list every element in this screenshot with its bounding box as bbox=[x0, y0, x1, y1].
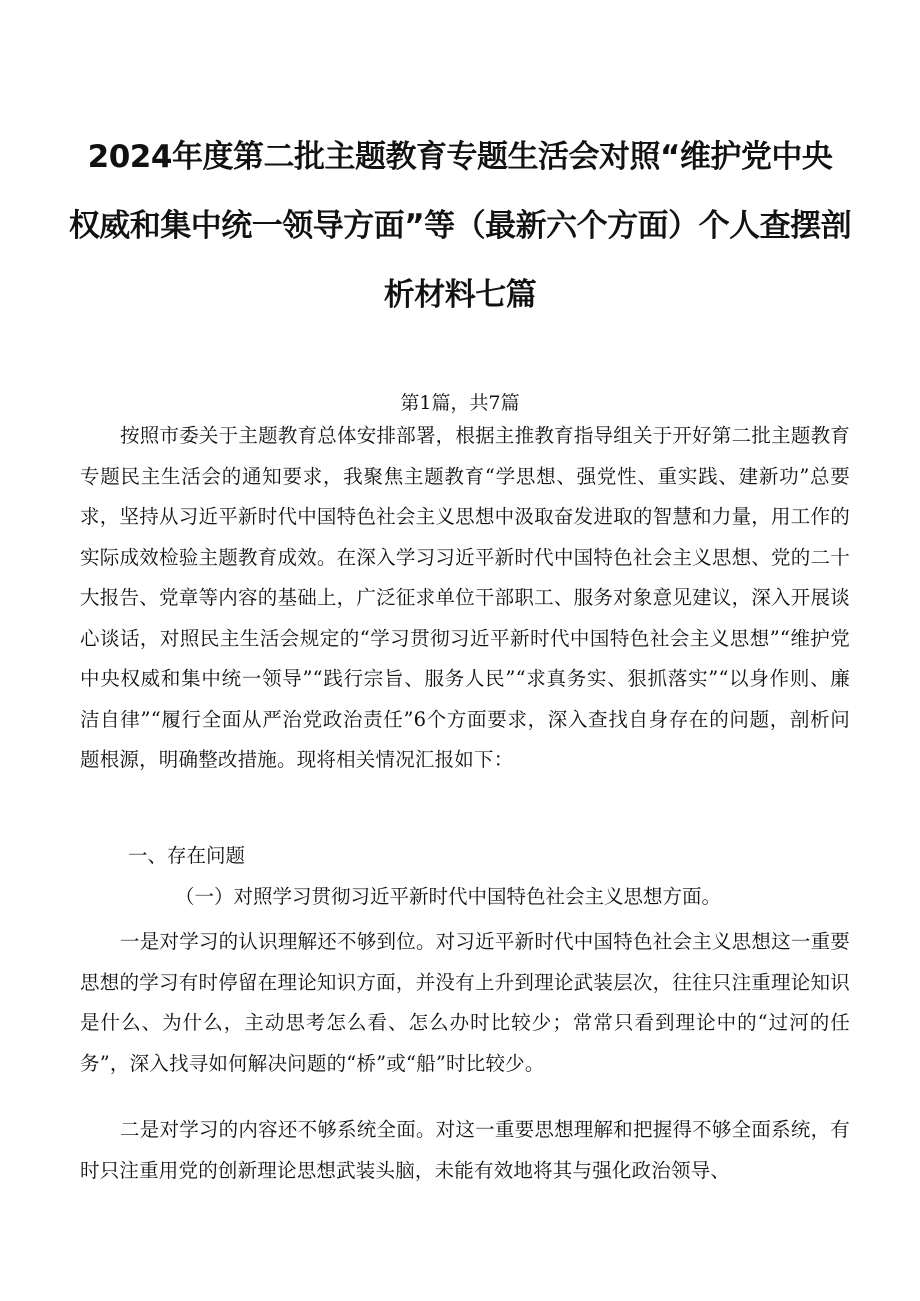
point-two-paragraph: 二是对学习的内容还不够系统全面。对这一重要思想理解和把握得不够全面系统，有时只注重用党的创新理论思想武装头脑，未能有效地将其与强化政治领导、 bbox=[80, 1118, 850, 1182]
document-title bbox=[60, 123, 860, 330]
subsection-heading: （一）对照学习贯彻习近平新时代中国特色社会主义思想方面。 bbox=[175, 885, 722, 908]
document-subtitle: 第1篇，共7篇 bbox=[400, 392, 520, 414]
intro-paragraph: 按照市委关于主题教育总体安排部署，根据主推教育指导组关于开好第二批主题教育专题民主生活会的通知要求，我聚焦主题教育“学思想、强党性、重实践、建新功”总要求，坚持从习近平新时代中国特色社会主义思想中汲取奋发进取的智慧和力量，用工作的实际成效检验主题教育成效。在深入学习习近平新时代中国特色社会主义思想、党的二十大报告、党章等内容的基础上，广泛征求单位干部职工、服务对象意见建议，深入开展谈心谈话，对照民主生活会规定的“学习贯彻习近平新时代中国特色社会主义思想”“维护党中央权威和集中统一领导”“践行宗旨、服务人民”“求真务实、狠抓落实”“以身作则、廉洁自律”“履行全面从严治党政治责任”6个方面要求，深入查找自身存在的问题，剖析问题根源，明确整改措施。现将相关情况汇报如下： bbox=[80, 424, 850, 771]
title-line-2: 权威和集中统一领导方面”等（最新六个方面）个人查摆剖 bbox=[68, 208, 852, 244]
title-line-1: 2024年度第二批主题教育专题生活会对照“维护党中央 bbox=[87, 139, 833, 175]
point-one-paragraph: 一是对学习的认识理解还不够到位。对习近平新时代中国特色社会主义思想这一重要思想的学习有时停留在理论知识方面，并没有上升到理论武装层次，往往只注重理论知识是什么、为什么，主动思考怎么看、怎么办时比较少；常常只看到理论中的“过河的任务”，深入找寻如何解决问题的“桥”或“船”时比较少。 bbox=[80, 930, 850, 1075]
section-heading: 一、存在问题 bbox=[128, 844, 246, 867]
title-line-3: 析材料七篇 bbox=[383, 277, 537, 313]
